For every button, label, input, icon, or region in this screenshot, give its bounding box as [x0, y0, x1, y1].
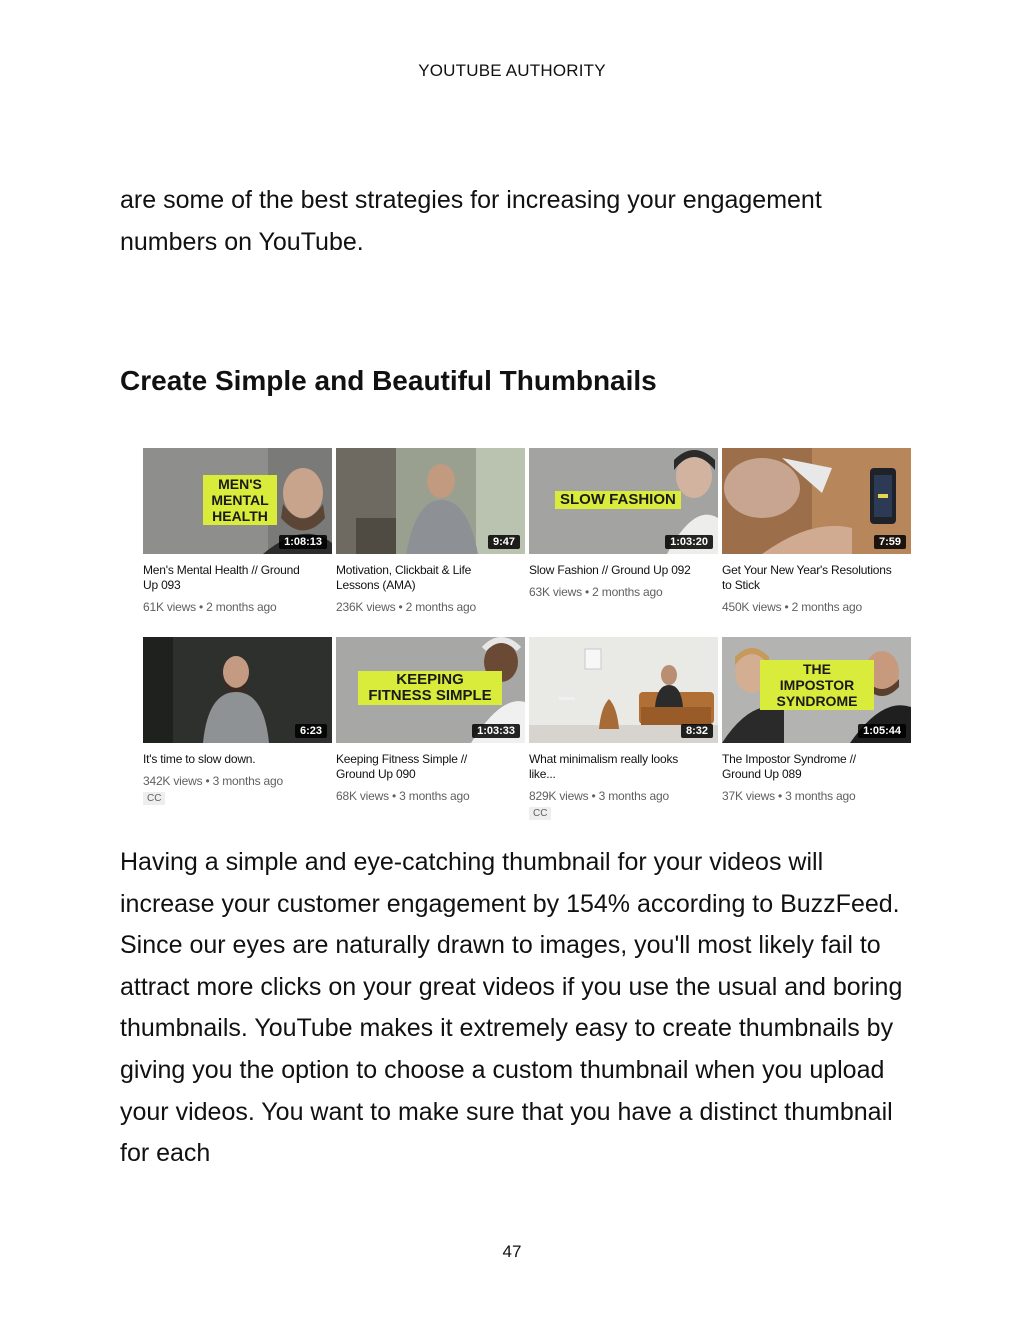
video-card[interactable] [143, 448, 332, 637]
thumbnail-overlay-text: MEN'S MENTAL HEALTH [203, 475, 277, 525]
intro-paragraph: are some of the best strategies for increasing your engagement numbers on YouTube. [120, 186, 822, 256]
video-title[interactable]: Slow Fashion // Ground Up 092 [529, 563, 691, 577]
video-meta: 68K views • 3 months ago [336, 789, 470, 803]
page-number: 47 [502, 1242, 522, 1261]
thumbnail-overlay-text: THE IMPOSTOR SYNDROME [760, 660, 874, 710]
video-card[interactable] [143, 637, 332, 826]
video-thumbnail[interactable] [529, 448, 718, 554]
duration-badge: 1:03:20 [665, 535, 713, 549]
video-thumbnail[interactable] [529, 637, 718, 743]
video-card[interactable] [529, 448, 718, 637]
video-meta: 450K views • 2 months ago [722, 600, 862, 614]
video-title[interactable]: What minimalism really looks like... [529, 752, 679, 781]
video-meta: 236K views • 2 months ago [336, 600, 476, 614]
video-card[interactable] [722, 637, 911, 826]
video-title[interactable]: The Impostor Syndrome // Ground Up 089 [722, 752, 856, 781]
video-thumbnail[interactable] [336, 637, 525, 743]
video-title[interactable]: Motivation, Clickbait & Life Lessons (AMA) [336, 563, 472, 592]
duration-badge: 1:08:13 [279, 535, 327, 549]
duration-badge: 1:03:33 [472, 724, 520, 738]
closed-captions-badge: CC [143, 792, 165, 805]
video-meta: 37K views • 3 months ago [722, 789, 856, 803]
body-paragraph: Having a simple and eye-catching thumbnail for your videos will increase your customer engagement by 154% according to BuzzFeed. Since our eyes are naturally drawn to images, you'll most likely fail to attract more clicks on your great videos if you use the usual and boring thumbnails. YouTube makes it extremely easy to create thumbnails by giving you the option to choose a custom thumbnail when you upload your videos. You want to make sure that you have a distinct thumbnail for each [120, 848, 903, 1168]
video-title[interactable]: Men's Mental Health // Ground Up 093 [143, 563, 300, 592]
video-meta: 63K views • 2 months ago [529, 585, 663, 599]
video-meta: 342K views • 3 months ago [143, 774, 283, 788]
video-thumbnail[interactable] [143, 637, 332, 743]
duration-badge: 1:05:44 [858, 724, 906, 738]
video-title[interactable]: Keeping Fitness Simple // Ground Up 090 [336, 752, 468, 781]
video-title[interactable]: It's time to slow down. [143, 752, 256, 766]
closed-captions-badge: CC [529, 807, 551, 820]
section-heading: Create Simple and Beautiful Thumbnails [120, 365, 657, 396]
video-thumbnail[interactable] [722, 637, 911, 743]
video-thumbnail-grid [143, 448, 913, 826]
video-card[interactable] [336, 637, 525, 826]
video-title[interactable]: Get Your New Year's Resolutions to Stick [722, 563, 892, 592]
thumbnail-overlay-text: SLOW FASHION [555, 491, 681, 509]
thumbnail-overlay-text: KEEPING FITNESS SIMPLE [358, 671, 502, 705]
running-header: YOUTUBE AUTHORITY [418, 61, 606, 80]
video-thumbnail[interactable] [722, 448, 911, 554]
video-card[interactable] [722, 448, 911, 637]
video-thumbnail[interactable] [336, 448, 525, 554]
video-meta: 829K views • 3 months ago [529, 789, 669, 803]
video-card[interactable] [336, 448, 525, 637]
video-thumbnail[interactable] [143, 448, 332, 554]
duration-badge: 6:23 [295, 724, 327, 738]
video-card[interactable] [529, 637, 718, 826]
duration-badge: 9:47 [488, 535, 520, 549]
duration-badge: 7:59 [874, 535, 906, 549]
video-meta: 61K views • 2 months ago [143, 600, 277, 614]
duration-badge: 8:32 [681, 724, 713, 738]
